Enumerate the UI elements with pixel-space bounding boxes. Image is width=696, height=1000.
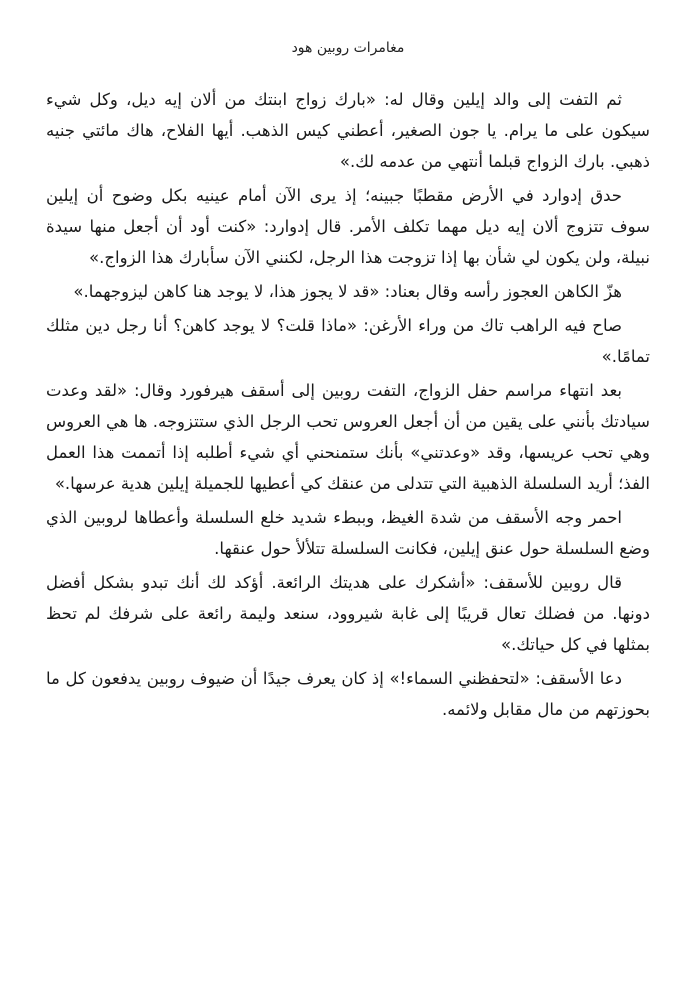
paragraph: قال روبين للأسقف: «أشكرك على هديتك الرائعة. أؤكد لك أنك تبدو بشكل أفضل دونها. من فضلك تعال قريبًا إلى غابة شيروود، سنعد وليمة رائعة على شرفك لم تحظ بمثلها في كل حياتك.»	[46, 573, 650, 654]
body-text	[46, 84, 650, 728]
paragraph: دعا الأسقف: «لتحفظني السماء!» إذ كان يعرف جيدًا أن ضيوف روبين يدفعون كل ما بحوزتهم من مال مقابل ولائمه.	[46, 669, 650, 719]
paragraph: بعد انتهاء مراسم حفل الزواج، التفت روبين إلى أسقف هيرفورد وقال: «لقد وعدت سيادتك بأنني على يقين من أن أجعل العروس تحب الرجل الذي ستتزوجه. ها هي العروس وهي تحب عريسها، وقد «وعدتني» بأنك ستمنحني أي شيء أطلبه إذا أتممت هذا العمل الفذ؛ أريد السلسلة الذهبية التي تتدلى من عنقك كي أعطيها للجميلة إيلين هدية عرسها.»	[46, 381, 650, 493]
paragraph: ثم التفت إلى والد إيلين وقال له: «بارك زواج ابنتك من ألان إيه ديل، وكل شيء سيكون على ما يرام. يا جون الصغير، أعطني كيس الذهب. أيها الفلاح، هاك مائتي جنيه ذهبي. بارك الزواج قبلما أنتهي من عدمه لك.»	[46, 90, 650, 171]
paragraph: حدق إدوارد في الأرض مقطبًا جبينه؛ إذ يرى الآن أمام عينيه بكل وضوح أن إيلين سوف تتزوج ألان إيه ديل مهما تكلف الأمر. قال إدوارد: «كنت أود أن أجعل منها سيدة نبيلة، ولن يكون لي شأن بها إذا تزوجت هذا الرجل، لكنني الآن سأبارك هذا الزواج.»	[46, 186, 650, 267]
paragraph: صاح فيه الراهب تاك من وراء الأرغن: «ماذا قلت؟ لا يوجد كاهن؟ أنا رجل دين مثلك تمامًا.»	[46, 316, 650, 366]
paragraph: احمر وجه الأسقف من شدة الغيظ، وببطء شديد خلع السلسلة وأعطاها لروبين الذي وضع السلسلة حول عنق إيلين، فكانت السلسلة تتلألأ حول عنقها.	[46, 508, 650, 558]
running-header: مغامرات روبين هود	[291, 40, 405, 56]
paragraph: هزّ الكاهن العجوز رأسه وقال بعناد: «قد لا يجوز هذا، لا يوجد هنا كاهن ليزوجهما.»	[73, 282, 622, 301]
